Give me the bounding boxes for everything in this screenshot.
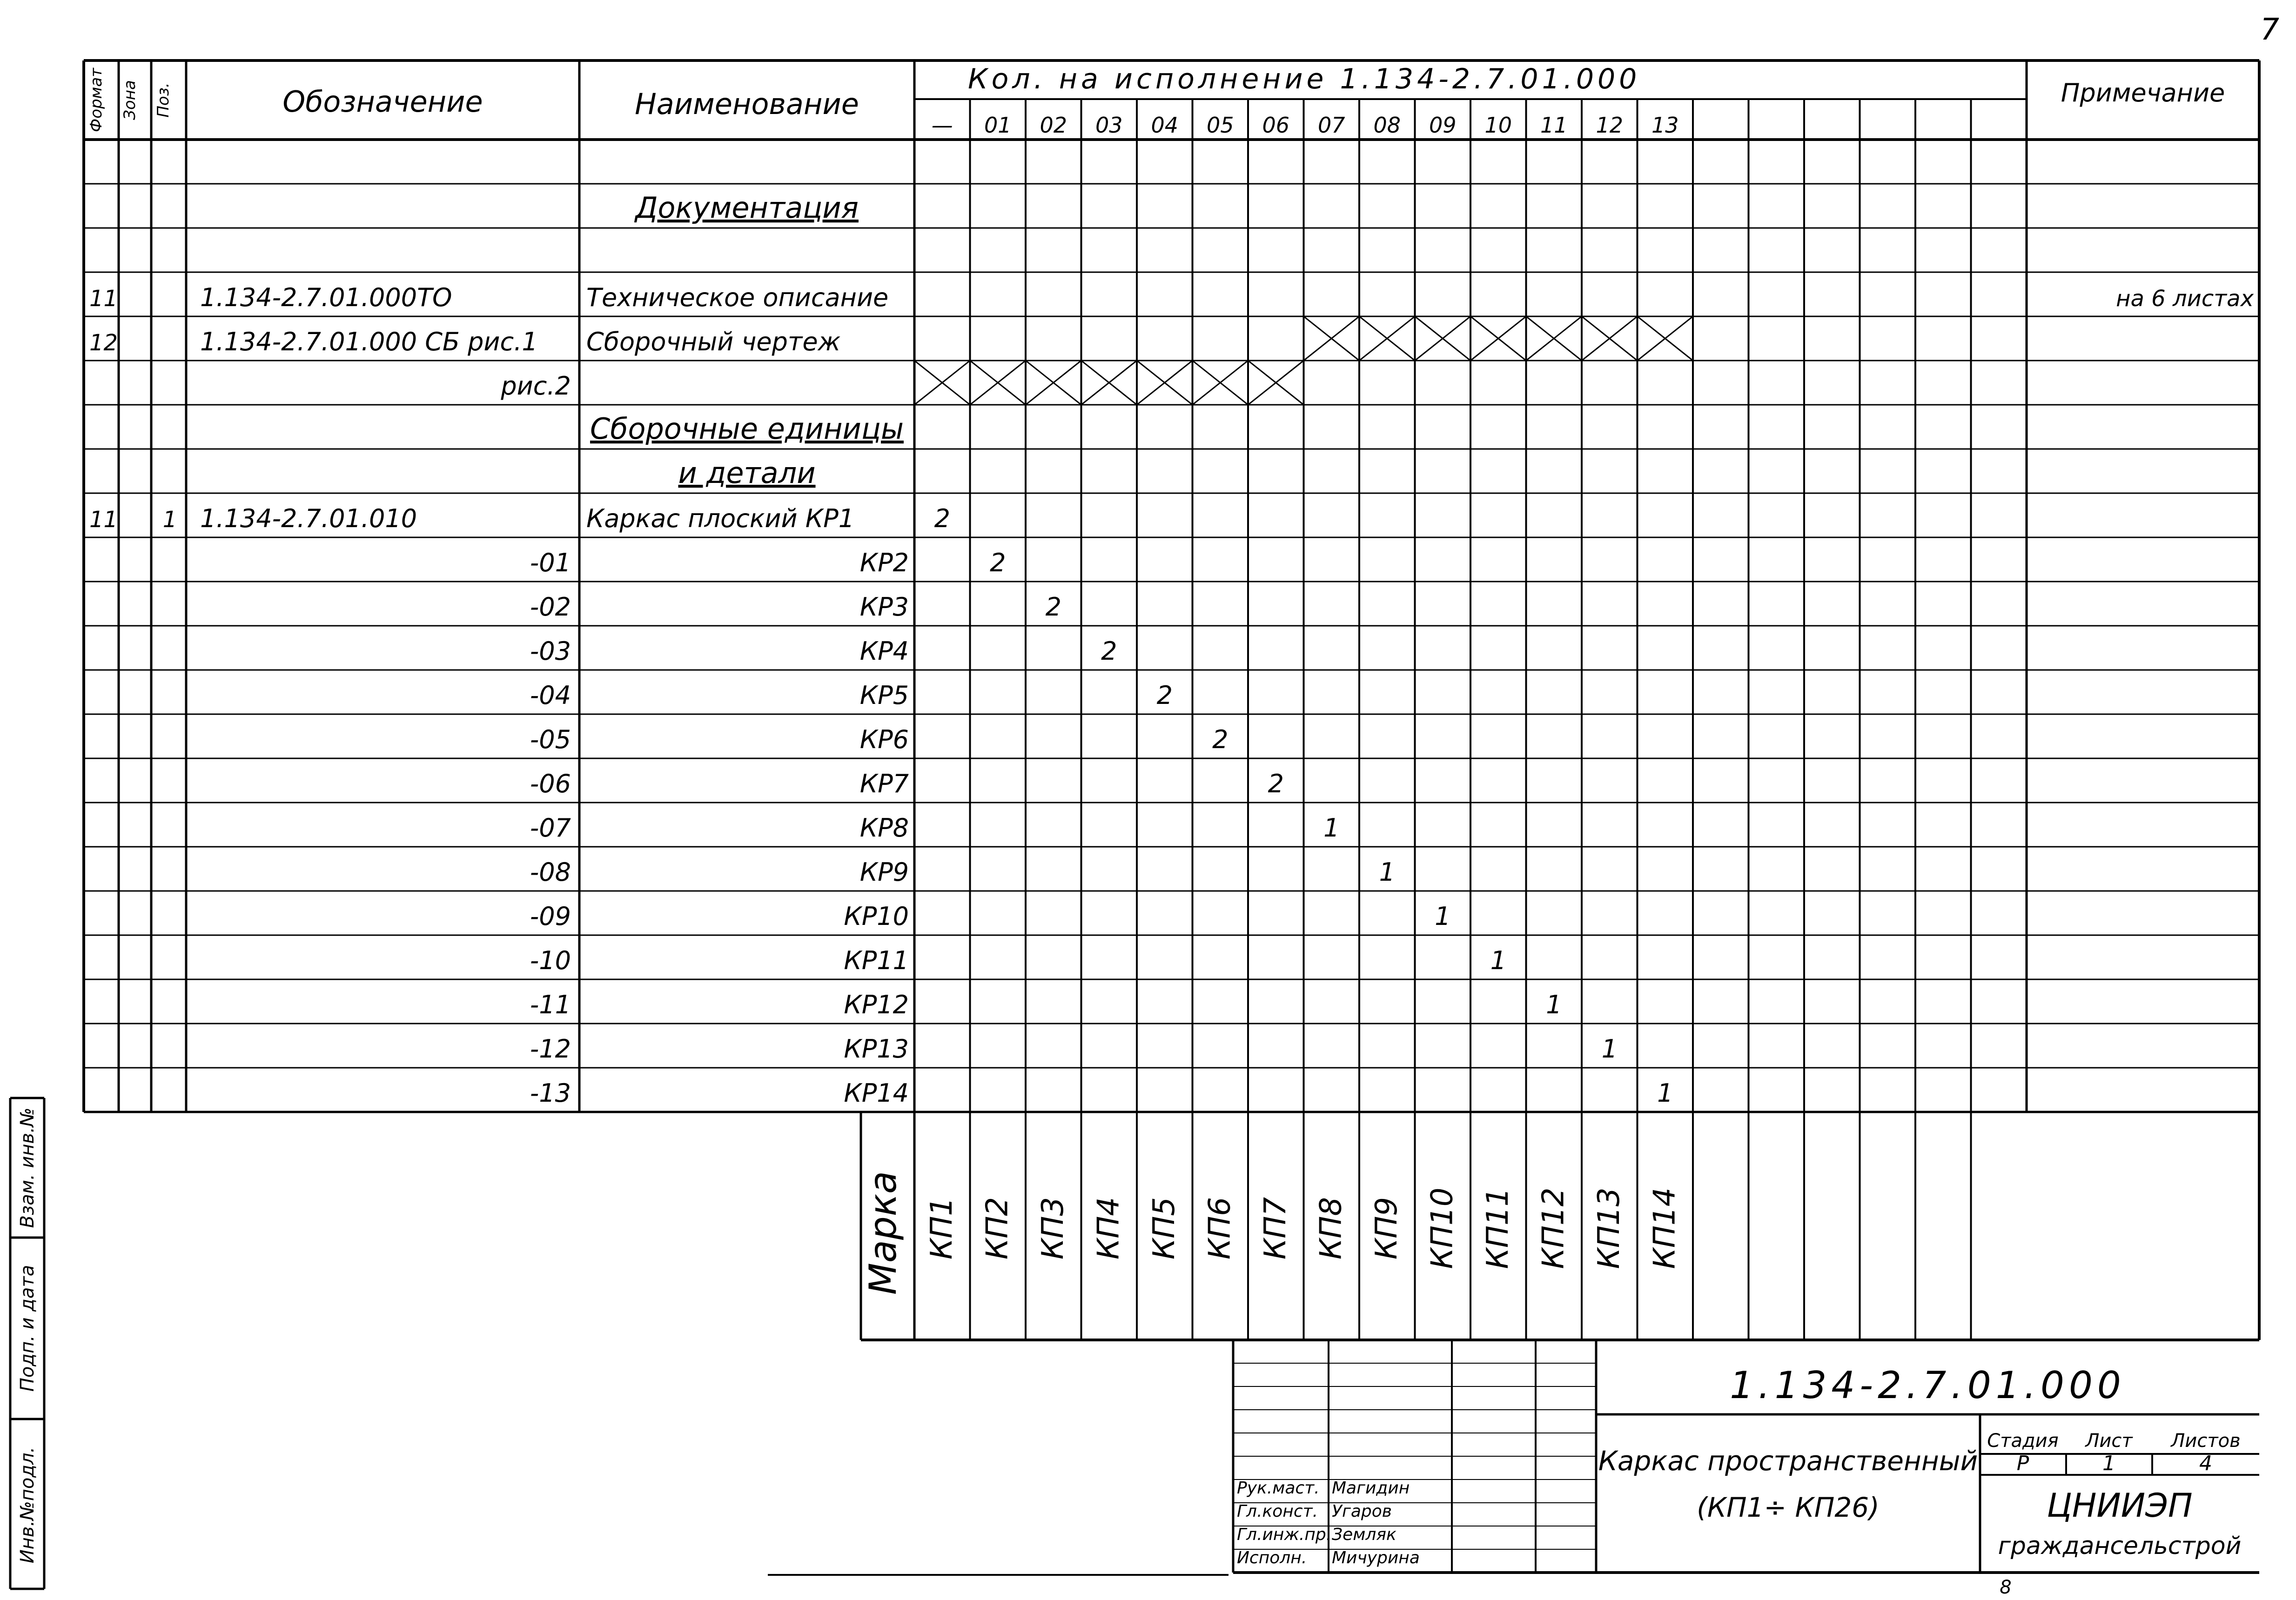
quantity-value: 2 (1101, 636, 1117, 666)
signer-role: Исполн. (1237, 1548, 1307, 1567)
row-name: КР6 (859, 725, 909, 754)
marka-value: КП3 (1035, 1197, 1070, 1260)
quantity-value: 1 (1601, 1034, 1618, 1064)
header-designation: Обозначение (282, 85, 483, 119)
row-designation: -09 (530, 902, 571, 931)
title-name-line1: Каркас пространственный (1598, 1445, 1978, 1477)
row-name: КР13 (844, 1034, 909, 1064)
strip-label: Подп. и дата (17, 1265, 38, 1392)
header-pos: Поз. (154, 82, 173, 118)
header-name: Наименование (635, 87, 859, 121)
row-designation: -01 (530, 548, 571, 577)
row-name: КР11 (844, 946, 909, 975)
header-format: Формат (87, 68, 106, 132)
row-format: 12 (89, 330, 118, 356)
variant-header: 10 (1484, 113, 1512, 138)
row-name: Документация (635, 191, 859, 225)
variant-header: 06 (1262, 113, 1290, 138)
page-number: 7 (2260, 13, 2279, 47)
sheets-label: Листов (2171, 1430, 2241, 1452)
signer-name: Угаров (1332, 1502, 1392, 1521)
row-designation: -05 (530, 725, 571, 754)
marka-label: Марка (861, 1171, 905, 1295)
quantity-value: 1 (1490, 946, 1506, 975)
marka-value: КП5 (1147, 1197, 1182, 1260)
organization-name: ЦНИИЭП (2047, 1486, 2193, 1525)
row-name: КР5 (859, 681, 909, 710)
variant-header: 04 (1151, 113, 1179, 138)
footer-page-number: 8 (2000, 1577, 2012, 1598)
variant-header: 08 (1373, 113, 1401, 138)
row-designation: 1.134-2.7.01.000 СБ рис.1 (200, 327, 538, 356)
marka-value: КП12 (1536, 1187, 1571, 1269)
quantity-value: 2 (1045, 592, 1061, 622)
quantity-value: 1 (1379, 857, 1395, 887)
sheets-value: 4 (2199, 1452, 2212, 1475)
marka-value: КП10 (1425, 1187, 1460, 1269)
quantity-value: 1 (1546, 990, 1562, 1019)
marka-value: КП9 (1369, 1197, 1404, 1260)
row-designation: -03 (530, 636, 571, 666)
row-name: и детали (678, 456, 816, 490)
variant-header: 07 (1317, 113, 1345, 138)
signer-role: Гл.конст. (1237, 1502, 1318, 1521)
row-designation: -12 (530, 1034, 571, 1064)
stage-value: Р (2016, 1452, 2029, 1475)
variant-header: 05 (1206, 113, 1234, 138)
signer-name: Магидин (1332, 1479, 1410, 1498)
signer-role: Гл.инж.пр. (1237, 1525, 1332, 1544)
marka-value: КП4 (1091, 1197, 1126, 1260)
marka-value: КП7 (1258, 1197, 1293, 1260)
row-name: КР7 (859, 769, 909, 798)
row-designation: -04 (530, 681, 571, 710)
signer-role: Рук.маст. (1237, 1479, 1320, 1498)
signer-name: Мичурина (1332, 1548, 1420, 1567)
quantity-value: 2 (990, 548, 1006, 577)
header-zone: Зона (121, 80, 139, 120)
row-designation: -02 (530, 592, 571, 622)
row-name: КР4 (859, 636, 909, 666)
row-designation: 1.134-2.7.01.000ТО (200, 283, 452, 312)
sheet-value: 1 (2102, 1452, 2115, 1475)
variant-header: — (931, 113, 953, 138)
header-note: Примечание (2061, 78, 2225, 107)
strip-label: Инв.№подл. (17, 1446, 38, 1564)
variant-header: 11 (1540, 113, 1568, 138)
marka-value: КП2 (980, 1197, 1015, 1260)
row-name: КР8 (859, 813, 909, 843)
variant-header: 01 (984, 113, 1012, 138)
row-name: Сборочные единицы (590, 412, 904, 446)
row-format: 11 (89, 286, 118, 312)
variant-header: 09 (1429, 113, 1457, 138)
quantity-value: 2 (1212, 725, 1229, 754)
row-name: КР14 (844, 1078, 909, 1108)
row-designation: 1.134-2.7.01.010 (200, 504, 417, 533)
row-note: на 6 листах (2116, 286, 2254, 312)
variant-header: 02 (1040, 113, 1067, 138)
signer-name: Земляк (1332, 1525, 1396, 1544)
sheet-label: Лист (2085, 1430, 2133, 1452)
row-designation: -11 (530, 990, 571, 1019)
row-designation: -13 (530, 1078, 571, 1108)
title-designation: 1.134-2.7.01.000 (1730, 1364, 2126, 1407)
title-name-line2: (КП1÷ КП26) (1697, 1492, 1880, 1523)
quantity-value: 1 (1323, 813, 1340, 843)
header-qty-title: Кол. на исполнение 1.134-2.7.01.000 (968, 63, 1641, 95)
marka-value: КП8 (1314, 1197, 1349, 1260)
row-name: КР3 (859, 592, 909, 622)
quantity-value: 1 (1657, 1078, 1673, 1108)
row-name: КР2 (859, 548, 909, 577)
row-name: КР9 (859, 857, 909, 887)
organization-subname: граждансельстрой (1998, 1532, 2242, 1560)
row-name: Каркас плоский КР1 (586, 504, 855, 533)
row-designation: -08 (530, 857, 571, 887)
row-designation: -07 (530, 813, 571, 843)
quantity-value: 2 (1156, 681, 1173, 710)
marka-value: КП6 (1202, 1197, 1237, 1260)
quantity-value: 1 (1435, 902, 1451, 931)
strip-label: Взам. инв.№ (17, 1107, 38, 1228)
row-designation: -10 (530, 946, 571, 975)
row-designation: -06 (530, 769, 571, 798)
marka-value: КП14 (1647, 1187, 1682, 1269)
row-name: КР10 (844, 902, 909, 931)
variant-header: 12 (1596, 113, 1624, 138)
stage-label: Стадия (1987, 1430, 2059, 1452)
variant-header: 03 (1095, 113, 1123, 138)
row-format: 11 (89, 507, 118, 533)
marka-value: КП13 (1591, 1187, 1626, 1269)
row-name: Сборочный чертеж (586, 327, 841, 356)
marka-value: КП11 (1480, 1187, 1515, 1269)
row-pos: 1 (162, 507, 177, 533)
quantity-value: 2 (1268, 769, 1284, 798)
row-name: Техническое описание (586, 283, 889, 312)
quantity-value: 2 (934, 504, 950, 533)
marka-value: КП1 (924, 1197, 959, 1260)
variant-header: 13 (1651, 113, 1679, 138)
row-designation: рис.2 (501, 371, 571, 401)
row-name: КР12 (844, 990, 909, 1019)
